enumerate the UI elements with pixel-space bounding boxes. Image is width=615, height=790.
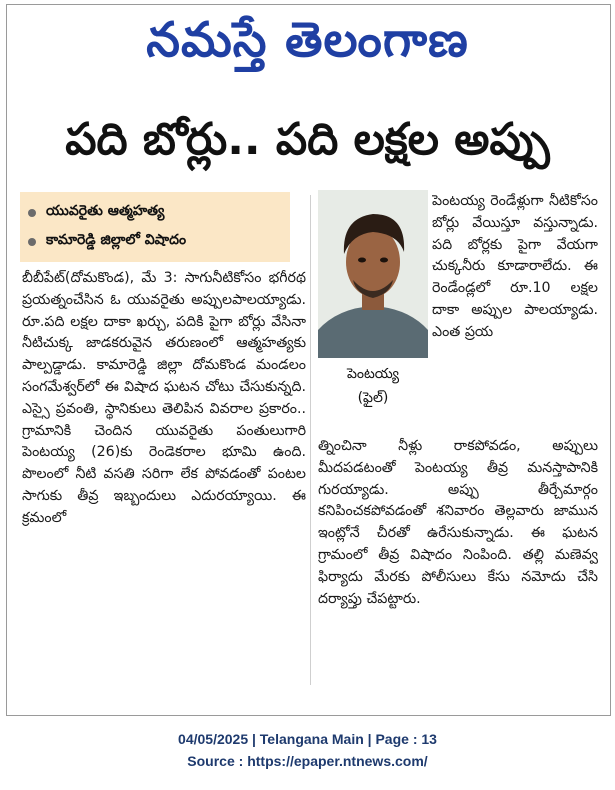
article-headline: పది బోర్లు.. పది లక్షల అప్పు	[65, 114, 550, 165]
source-footer	[0, 728, 615, 772]
bullet-icon	[28, 238, 36, 246]
bullet-icon	[28, 209, 36, 217]
highlight-text: కామారెడ్డి జిల్లాలో విషాదం	[46, 232, 187, 248]
article-body-right-top	[432, 191, 598, 436]
article-body-left-column	[22, 268, 306, 688]
article-paragraph: పెంటయ్య రెండేళ్లుగా నీటికోసం బోర్లు వేయిస్తూ వస్తున్నాడు. పది బోర్లకు పైగా వేయగా చుక్కనీరు కూడారాలేదు. ఈ రెండేండ్లలో రూ.10 లక్షల దాకా అప్పుల పాలయ్యాడు. ఎంత ప్రయ	[432, 193, 598, 340]
photo-caption-tag: (ఫైల్)	[357, 390, 389, 406]
photo-caption	[318, 362, 428, 410]
highlight-item	[28, 227, 282, 256]
article-paragraph: త్నించినా నీళ్లు రాకపోవడం, అప్పులు మీదపడటంతో పెంటయ్య తీవ్ర మనస్తాపానికి గురయ్యాడు. అప్పు తీర్చేమార్గం కనిపించకపోవడంతో శనివారం తెల్లవారు జామున ఇంట్లోనే చీరతో ఉరేసుకున్నాడు. ఈ ఘటన గ్రామంలో తీవ్ర విషాదం నింపింది. తల్లి మణెవ్వ ఫిర్యాదు మేరకు పోలీసులు కేసు నమోదు చేసి దర్యాప్తు చేపట్టారు.	[318, 438, 598, 607]
highlight-text: యువరైతు ఆత్మహత్య	[46, 203, 165, 219]
photo-caption-name: పెంటయ్య	[346, 366, 400, 382]
highlight-item	[28, 198, 282, 227]
footer-date-page: 04/05/2025 | Telangana Main | Page : 13	[178, 731, 437, 747]
newspaper-masthead: నమస్తే తెలంగాణ	[146, 12, 469, 68]
footer-source: Source : https://epaper.ntnews.com/	[187, 753, 428, 769]
article-paragraph: బీబీపేట్(దోమకొండ), మే 3: సాగునీటికోసం భగీరథ ప్రయత్నంచేసిన ఓ యువరైతు అప్పులపాలయ్యాడు. రూ.పది లక్షల దాకా ఖర్చు, పదికి పైగా బోర్లు వేసినా నీటిచుక్క జాడకరువైన తరుణంలో ఆత్మహత్యకు పాల్పడ్డాడు. కామారెడ్డి జిల్లా దోమకొండ మండలం సంగమేశ్వర్‌లో ఈ విషాద ఘటన చోటు చేసుకున్నది. ఎస్సై ప్రవంతి, స్థానికులు తెలిపిన వివరాల ప్రకారం.. గ్రామానికి చెందిన యువరైతు పంతులుగారి పెంటయ్య (26)కు రెండెకరాల భూమి ఉంది. పొలంలో నీటి వసతి సరిగా లేక పోవడంతో పంటల సాగుకు తీవ్ర ఇబ్బందులు ఎదురయ్యాయి. ఈ క్రమంలో	[22, 270, 306, 526]
article-body-right-bottom	[318, 436, 598, 691]
highlights-box	[20, 192, 290, 262]
person-portrait-icon	[318, 190, 428, 358]
person-photo	[318, 190, 428, 358]
column-divider	[310, 195, 311, 685]
